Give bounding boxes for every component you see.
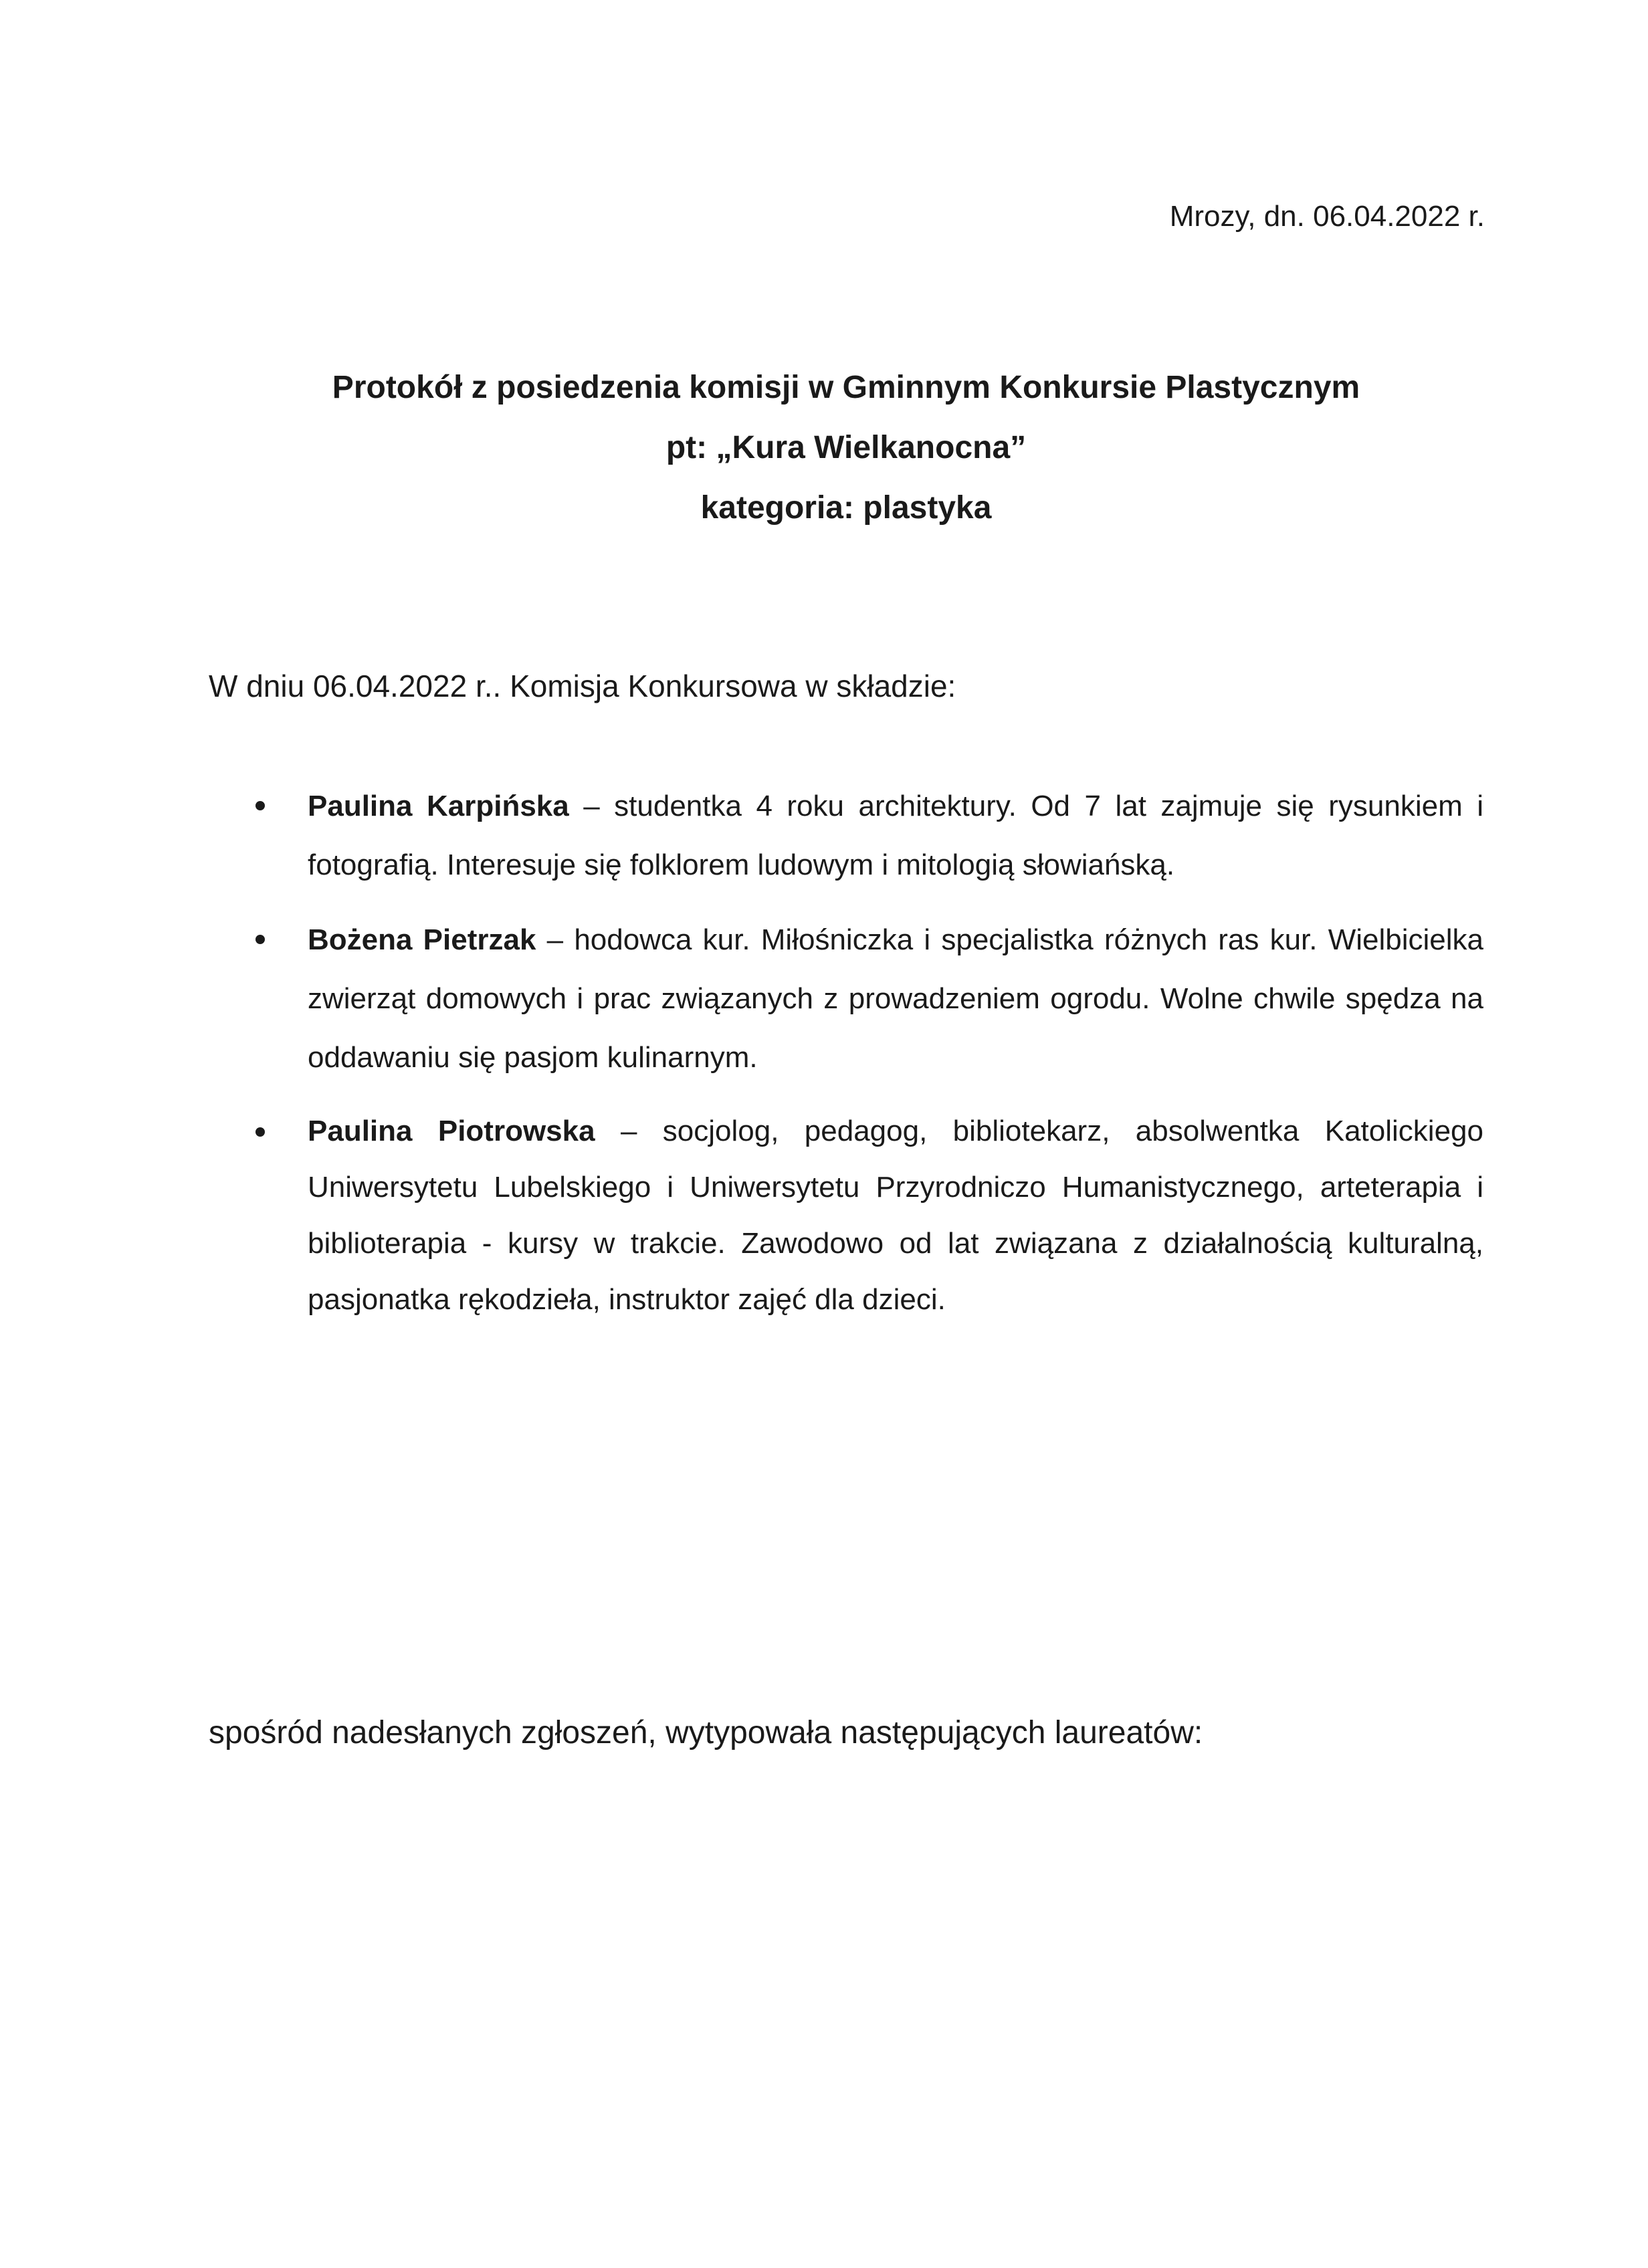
list-item: [308, 1103, 1483, 1328]
member-name: Paulina Karpińska: [308, 790, 569, 822]
intro-text: W dniu 06.04.2022 r.. Komisja Konkursowa w składzie:: [209, 669, 956, 703]
member-description: – studentka 4 roku architektury. Od 7 lat zajmuje się rysunkiem i fotografią. Interesuje się folklorem ludowym i mitologią słowiańską.: [308, 790, 1483, 881]
member-description: – socjolog, pedagog, bibliotekarz, absolwentka Katolickiego Uniwersytetu Lubelskiego i Uniwersytetu Przyrodniczo Humanistycznego, arteterapia i biblioterapia - kursy w trakcie. Zawodowo od lat związana z działalnością kulturalną, pasjonatka rękodzieła, instruktor zajęć dla dzieci.: [308, 1115, 1483, 1316]
member-name: Bożena Pietrzak: [308, 923, 536, 956]
bullet-icon: [255, 1127, 265, 1137]
title-line-1: Protokół z posiedzenia komisji w Gminnym Konkursie Plastycznym: [332, 370, 1360, 405]
bullet-icon: [255, 935, 265, 944]
member-description: – hodowca kur. Miłośniczka i specjalistka różnych ras kur. Wielbicielka zwierząt domowych i prac związanych z prowadzeniem ogrodu. Wolne chwile spędza na oddawaniu się pasjom kulinarnym.: [308, 923, 1483, 1074]
committee-members-list: [308, 777, 1483, 1344]
title-line-3: kategoria: plastyka: [700, 490, 992, 526]
list-item: [308, 911, 1483, 1087]
document-title: [0, 358, 1648, 538]
place-date: Mrozy, dn. 06.04.2022 r.: [1169, 200, 1485, 233]
list-item: [308, 777, 1483, 895]
member-name: Paulina Piotrowska: [308, 1115, 595, 1147]
bullet-icon: [255, 801, 265, 810]
title-line-2: pt: „Kura Wielkanocna”: [665, 430, 1027, 465]
closing-text: spośród nadesłanych zgłoszeń, wytypowała następujących laureatów:: [209, 1715, 1203, 1750]
